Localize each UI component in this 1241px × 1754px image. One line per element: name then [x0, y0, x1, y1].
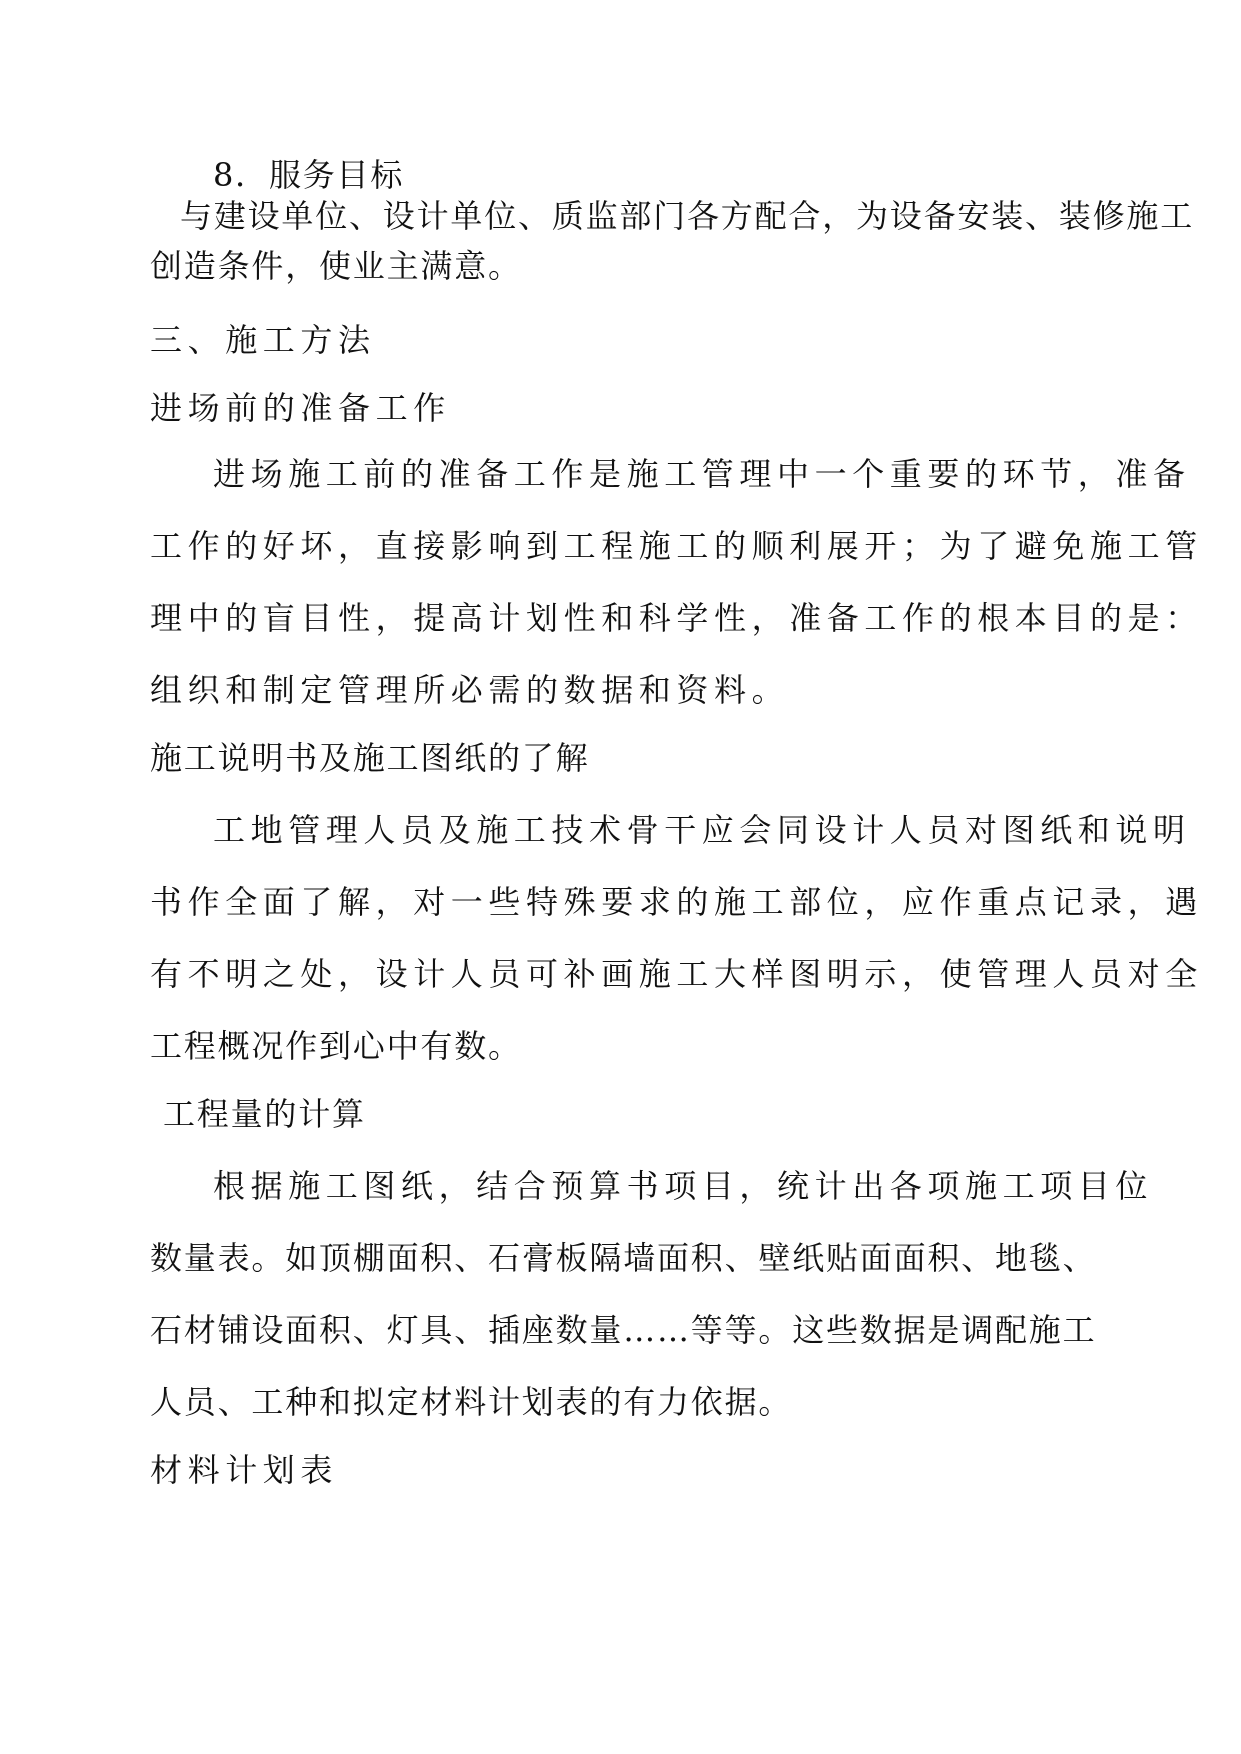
quantity-line-2: 数量表。如顶棚面积、石膏板隔墙面积、壁纸贴面面积、地毯、: [150, 1239, 1097, 1277]
prep-line-2: 工作的好坏，直接影响到工程施工的顺利展开；为了避免施工管: [150, 527, 1203, 565]
quantity-line-1: 根据施工图纸，结合预算书项目，统计出各项施工项目位: [213, 1167, 1154, 1205]
quantity-line-4: 人员、工种和拟定材料计划表的有力依据。: [150, 1383, 793, 1421]
prep-line-4: 组织和制定管理所必需的数据和资料。: [150, 671, 790, 709]
drawings-line-3: 有不明之处，设计人员可补画施工大样图明示，使管理人员对全: [150, 955, 1203, 993]
subsection-title-quantity: 工程量的计算: [163, 1095, 366, 1133]
section-3-heading: 三、施工方法: [150, 321, 376, 359]
section-8-heading: 8．服务目标: [213, 156, 405, 194]
subsection-title-drawings: 施工说明书及施工图纸的了解: [150, 739, 590, 777]
drawings-line-4: 工程概况作到心中有数。: [150, 1027, 522, 1065]
quantity-line-3: 石材铺设面积、灯具、插座数量……等等。这些数据是调配施工: [150, 1311, 1097, 1349]
subsection-title-prep: 进场前的准备工作: [150, 389, 451, 427]
section-8-line-1: 与建设单位、设计单位、质监部门各方配合，为设备安装、装修施工: [180, 197, 1195, 235]
subsection-title-materials: 材料计划表: [150, 1451, 339, 1489]
prep-line-3: 理中的盲目性，提高计划性和科学性，准备工作的根本目的是：: [150, 599, 1203, 637]
prep-line-1: 进场施工前的准备工作是施工管理中一个重要的环节，准备: [213, 455, 1191, 493]
drawings-line-1: 工地管理人员及施工技术骨干应会同设计人员对图纸和说明: [213, 811, 1191, 849]
drawings-line-2: 书作全面了解，对一些特殊要求的施工部位，应作重点记录，遇: [150, 883, 1203, 921]
section-8-line-2: 创造条件，使业主满意。: [150, 247, 522, 285]
